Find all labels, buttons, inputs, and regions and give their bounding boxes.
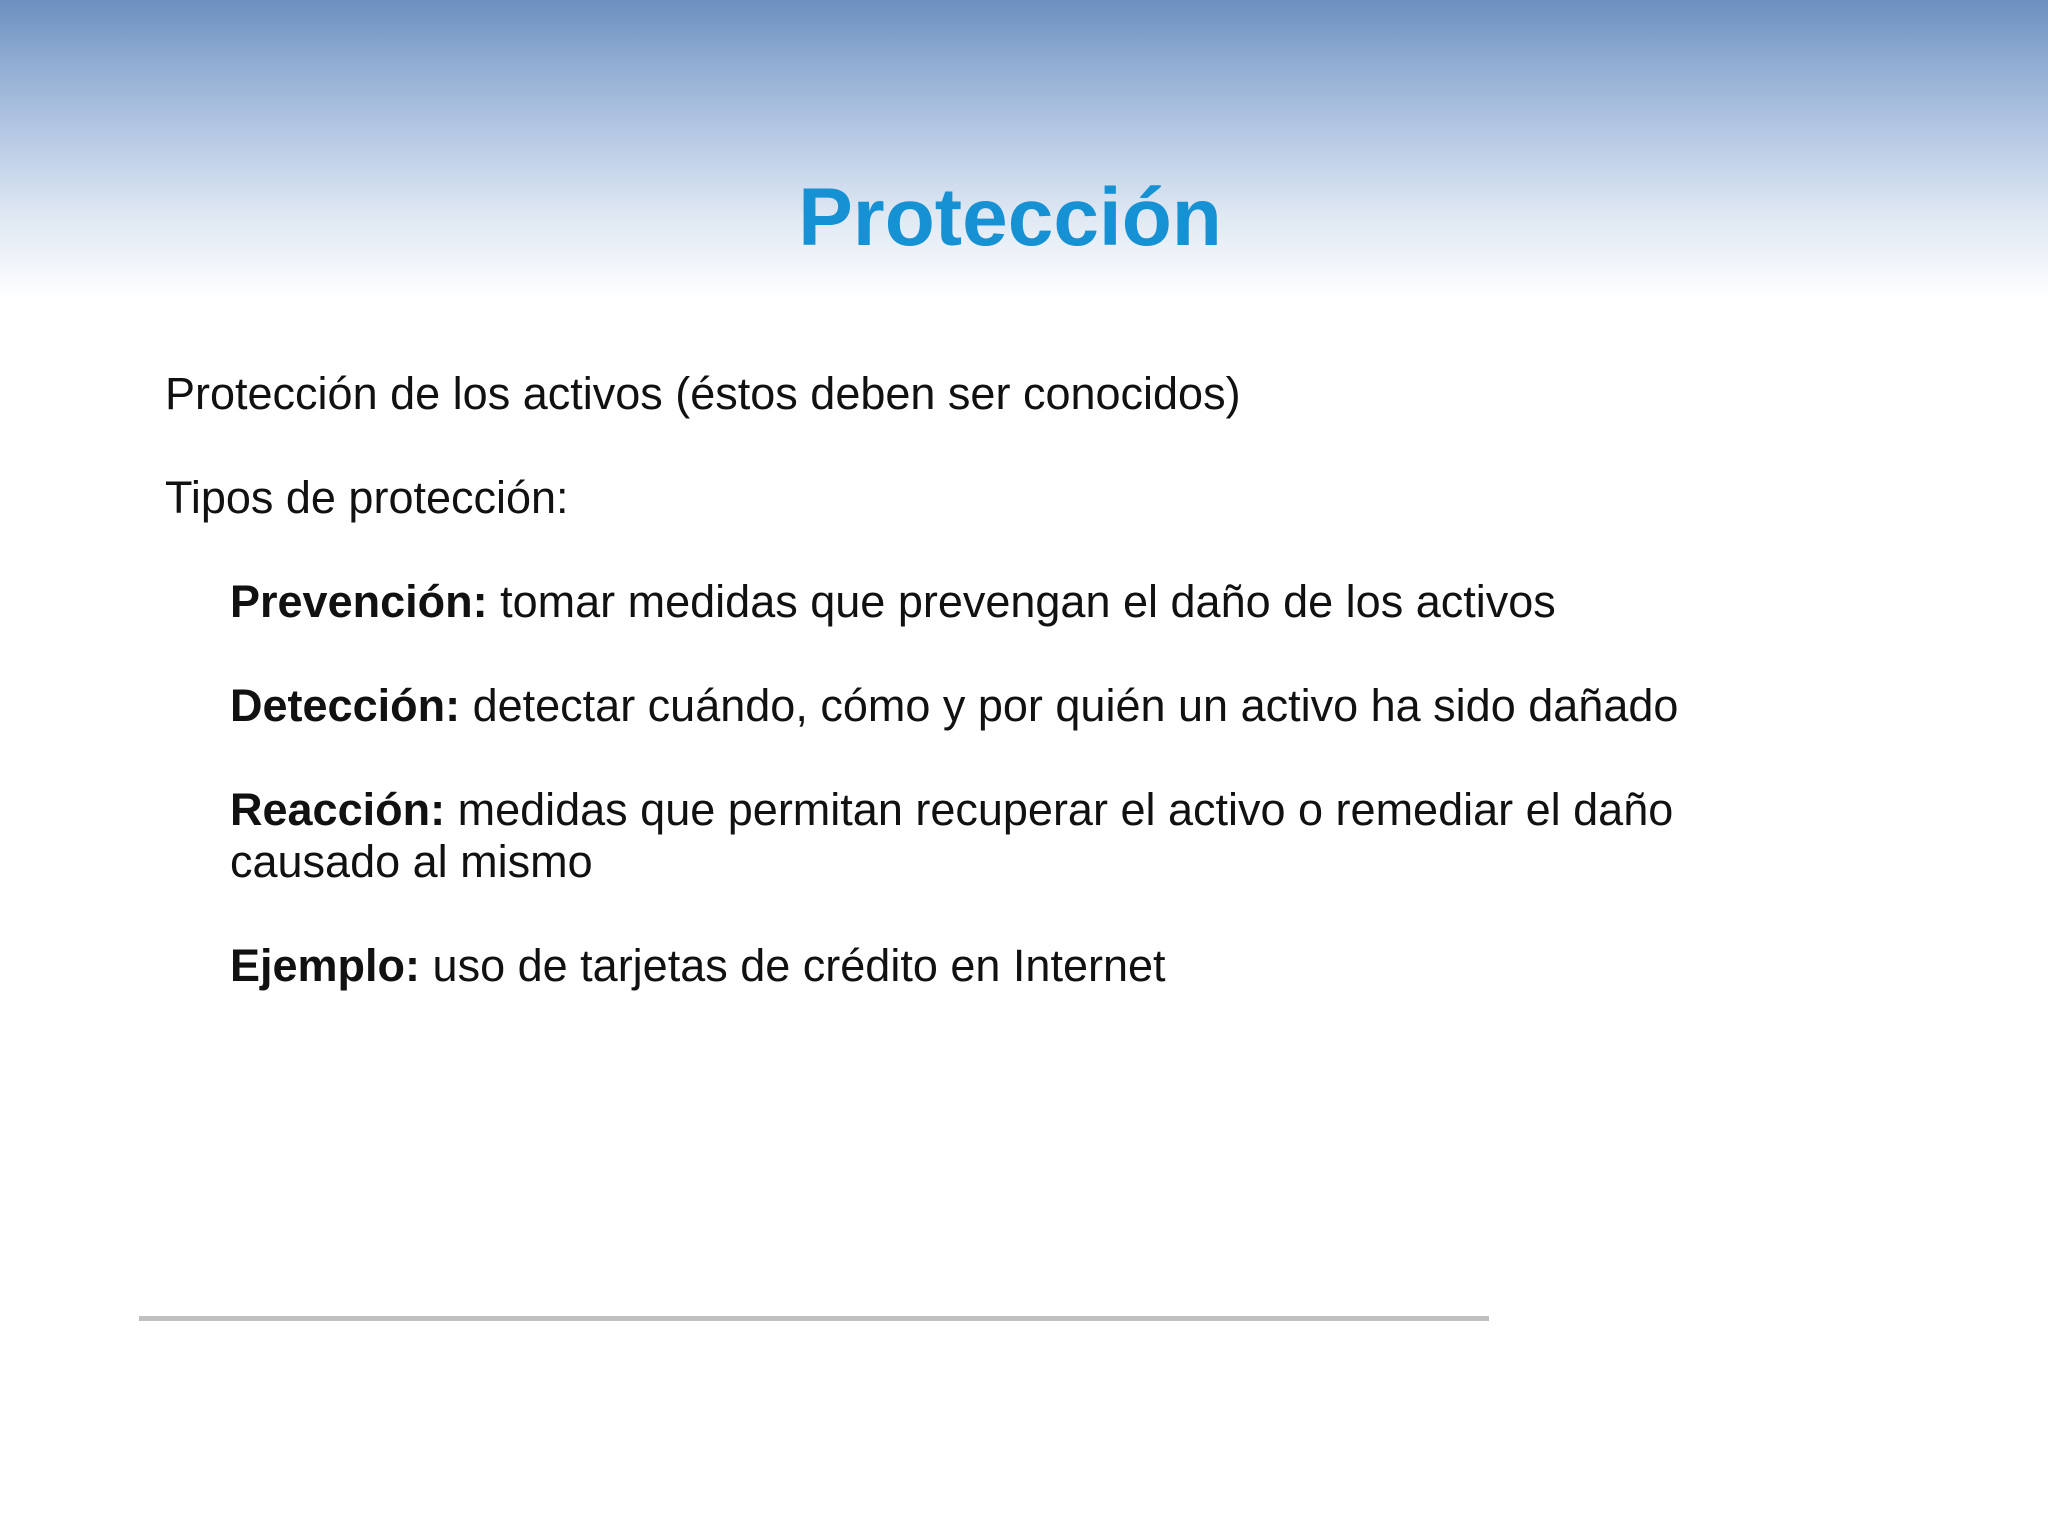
protection-item-prevention bbox=[230, 576, 1730, 628]
item-text: medidas que permitan recuperar el activo o remediar el daño causado al mismo bbox=[230, 784, 1674, 887]
footer-divider bbox=[139, 1316, 1489, 1321]
protection-item-detection bbox=[230, 680, 1730, 732]
slide-body bbox=[165, 368, 1865, 1044]
item-text: uso de tarjetas de crédito en Internet bbox=[432, 940, 1166, 991]
item-term: Prevención: bbox=[230, 576, 488, 627]
item-term: Ejemplo: bbox=[230, 940, 421, 991]
item-term: Reacción: bbox=[230, 784, 446, 835]
protection-item-reaction bbox=[230, 784, 1730, 888]
item-text: detectar cuándo, cómo y por quién un activo ha sido dañado bbox=[472, 680, 1679, 731]
types-heading: Tipos de protección: bbox=[165, 472, 569, 523]
item-term: Detección: bbox=[230, 680, 461, 731]
protection-item-example bbox=[230, 940, 1730, 992]
intro-paragraph: Protección de los activos (éstos deben ser conocidos) bbox=[165, 368, 1241, 419]
slide-title: Protección bbox=[798, 172, 1222, 263]
item-text: tomar medidas que prevengan el daño de los activos bbox=[500, 576, 1556, 627]
